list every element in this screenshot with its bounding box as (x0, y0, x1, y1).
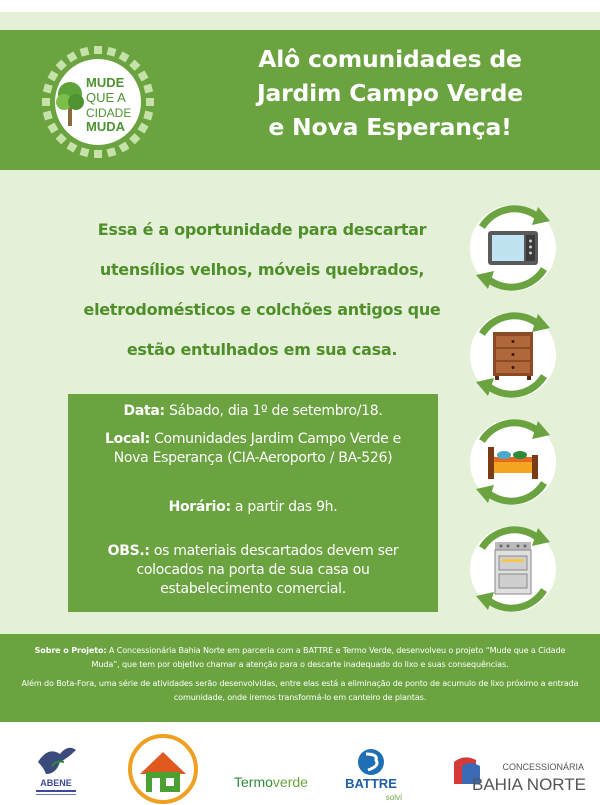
logo-ring-dash (107, 147, 117, 157)
termoverde-text-1: Termo (234, 774, 273, 790)
logo-ring-dash (67, 52, 78, 63)
dresser-icon (468, 310, 558, 400)
intro-text (62, 210, 462, 370)
event-info-box (68, 394, 438, 612)
logo-ring-dash (94, 150, 102, 158)
logo-ring-dash (80, 47, 90, 57)
logo-ring-dash (119, 142, 130, 153)
logo-ring-dash (119, 52, 130, 63)
logo-ring-dash (43, 111, 53, 121)
logo-ring-dash (129, 133, 140, 144)
logo-text-que-a: QUE A (86, 90, 126, 105)
stove-icon (468, 524, 558, 614)
logo-ring-dash (94, 46, 102, 54)
location-value: Comunidades Jardim Campo Verde e (149, 431, 401, 447)
notes-label: OBS.: (107, 543, 150, 559)
intro-line: utensílios velhos, móveis quebrados, (99, 260, 425, 279)
logo-ring-dash (107, 47, 117, 57)
logo-ring-dash (146, 98, 154, 106)
title-line: Alô comunidades de (258, 45, 522, 73)
logo-ring-dash (143, 111, 153, 121)
logo-ring-dash (67, 142, 78, 153)
logo-ring-dash (138, 123, 149, 134)
logo-ring-dash (43, 84, 53, 94)
intro-line: estão entulhados em sua casa. (126, 340, 398, 359)
project-info-footer (0, 634, 600, 722)
bahia-norte-text-2: BAHIA NORTE (472, 775, 586, 794)
logo-ring-dash (48, 123, 59, 134)
termoverde-text-2: verde (272, 774, 308, 790)
mude-que-a-cidade-muda-logo (38, 42, 158, 162)
logo-ring-dash (48, 71, 59, 82)
logo-ring-dash (129, 60, 140, 71)
time-label: Horário: (168, 499, 231, 515)
event-date (68, 402, 438, 421)
sponsors-bar (0, 722, 600, 805)
logo-ring-dash (42, 98, 50, 106)
project-paragraph-2: Além do Bota-Fora, uma série de atividades serão desenvolvidas, entre elas está a eliminação de ponto de acumulo de lixo próximo a entrada comunidade, onde iremos transformá-lo em canteiro de plantas. (21, 678, 579, 702)
top-strip (0, 0, 600, 12)
logo-ring-dash (80, 147, 90, 157)
logo-text-muda: MUDA (86, 119, 125, 134)
title-line: Jardim Campo Verde (256, 79, 524, 107)
main-title (200, 42, 580, 144)
location-value-2: Nova Esperança (CIA-Aeroporto / BA-526) (113, 450, 393, 466)
project-text: A Concessionária Bahia Norte em parceria com a BATTRE e Termo Verde, desenvolveu o projeto “Mude que a Cidade Muda”, que tem por objetivo chamar a atenção para o descarte inadequado do lixo e suas consequências. (91, 645, 566, 669)
event-time (68, 498, 438, 517)
logo-ring-dash (138, 71, 149, 82)
logo-ring-dash (56, 133, 67, 144)
bed-icon (468, 417, 558, 507)
logo-ring-dash (56, 60, 67, 71)
logo-text-mude: MUDE (86, 75, 125, 90)
battre-subtext: solví (385, 793, 403, 802)
event-location (68, 430, 438, 468)
termoverde-logo (234, 774, 308, 790)
intro-line: Essa é a oportunidade para descartar (97, 220, 427, 239)
bahia-norte-text-1: CONCESSIONÁRIA (502, 762, 584, 772)
bahia-norte-logo (452, 752, 590, 798)
event-notes (68, 542, 438, 599)
notes-value-3: estabelecimento comercial. (160, 581, 346, 597)
intro-line: eletrodomésticos e colchões antigos que (83, 300, 441, 319)
battre-text: BATTRE (345, 776, 397, 791)
community-association-logo (126, 734, 200, 804)
abene-logo (30, 740, 82, 798)
microwave-icon (468, 203, 558, 293)
logo-ring-dash (143, 84, 153, 94)
project-paragraph-1 (20, 644, 580, 671)
date-value: Sábado, dia 1º de setembro/18. (164, 403, 383, 419)
logo-text-cidade: CIDADE (86, 106, 132, 120)
title-line: e Nova Esperança! (268, 113, 512, 141)
project-label: Sobre o Projeto: (34, 645, 107, 655)
date-label: Data: (123, 403, 165, 419)
notes-value-2: colocados na porta de sua casa ou (136, 562, 370, 578)
abene-text: ABENE (40, 778, 72, 788)
notes-value: os materiais descartados devem ser (149, 543, 399, 559)
location-label: Local: (105, 431, 150, 447)
time-value: a partir das 9h. (230, 499, 338, 515)
battre-logo (334, 746, 408, 804)
